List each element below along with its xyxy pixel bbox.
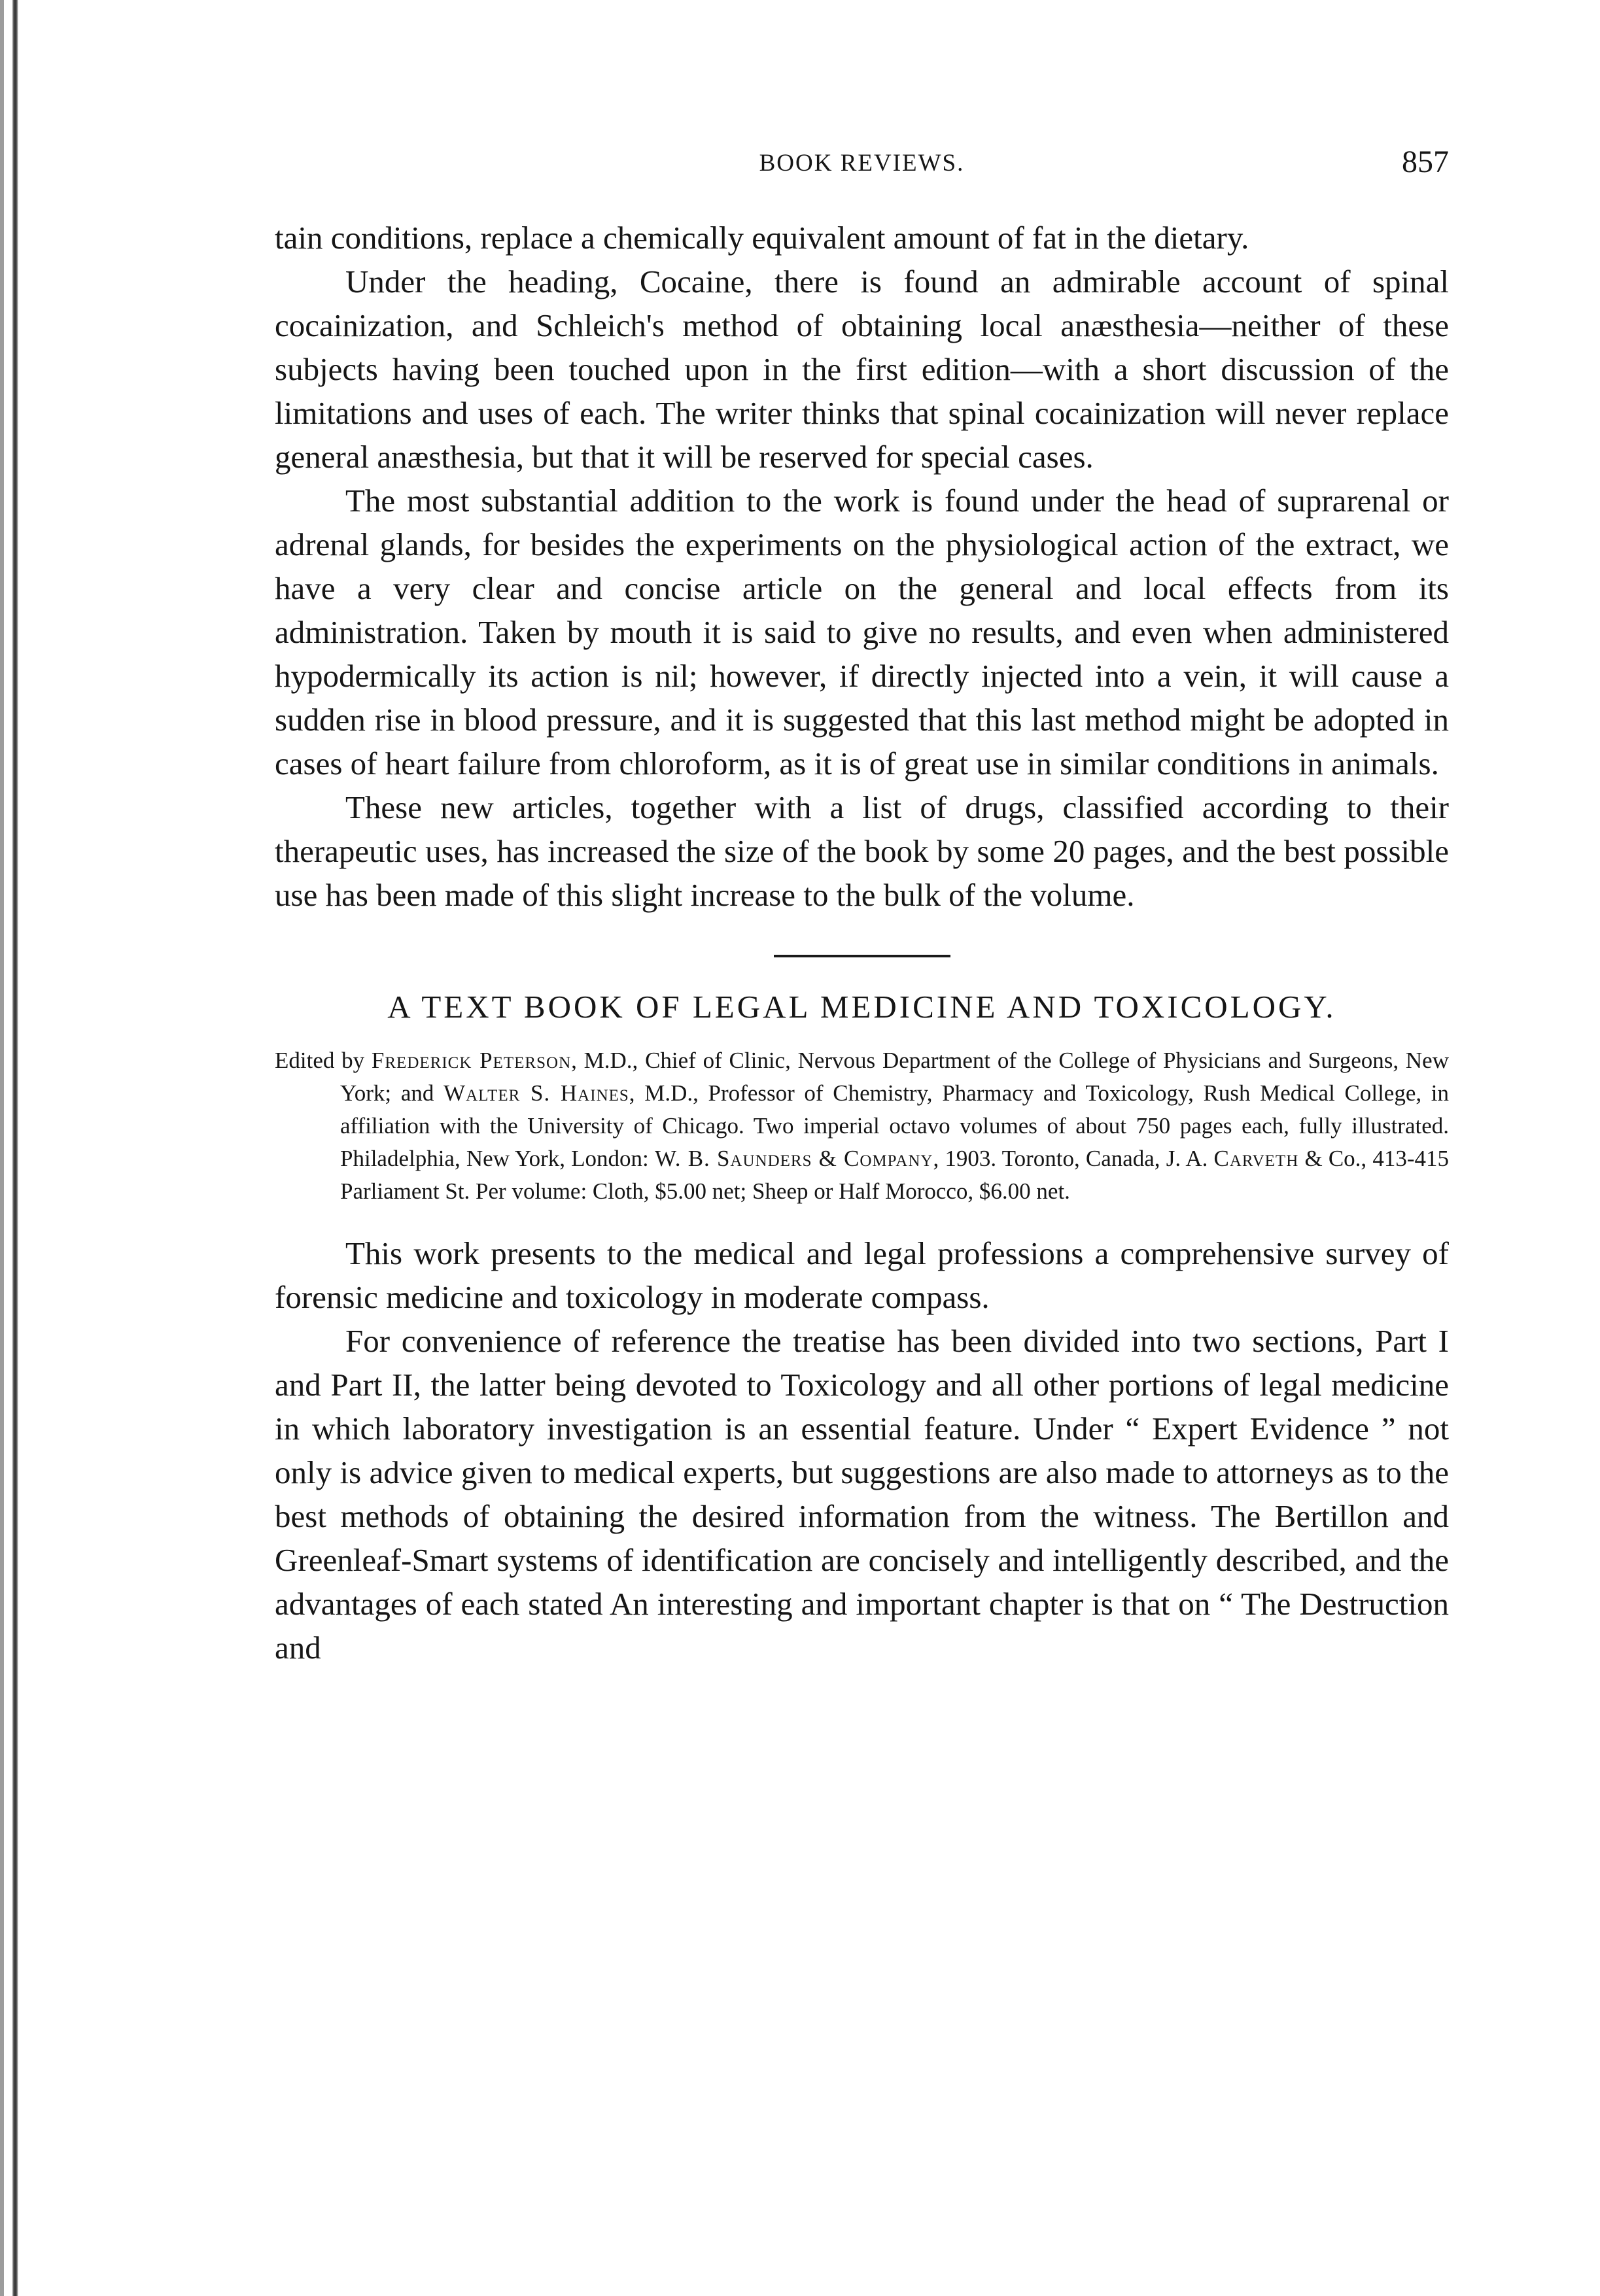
- paragraph-continued: tain conditions, replace a chemically equivalent amount of fat in the dietary.: [275, 220, 1249, 256]
- binding-edge: [12, 0, 18, 2296]
- page-number: 857: [1402, 145, 1449, 179]
- citation-price-details: & Co., 413-415 Parliament St. Per volume: Cloth, $5.00 net; Sheep or Half Morocco, $6.00 net.: [340, 1146, 1449, 1204]
- citation-publisher: W. B. Saunders & Company: [654, 1146, 933, 1171]
- page-header: [275, 145, 1449, 188]
- page-body: [275, 216, 1449, 1670]
- paragraph-convenience: For convenience of reference the treatise has been divided into two sections, Part I and Part II, the latter being devoted to Toxicology and all other portions of legal medicine in which laboratory investigation is an essential feature. Under “ Expert Evidence ” not only is advice given to medical experts, but suggestions are also made to attorneys as to the best methods of obtaining the desired information from the witness. The Bertillon and Greenleaf-Smart systems of identification are concisely and intelligently described, and the advantages of each stated An interesting and important chapter is that on “ The Destruction and: [275, 1323, 1449, 1666]
- citation-editor-2-details: , M.D., Professor of Chemistry, Pharmacy and Toxicology, Rush Medical College, in affiliation with the University of Chicago. Two imperial octavo volumes of about 750 pages each, fully illustrated. Philadelphia, New York, London:: [340, 1080, 1450, 1171]
- citation-distributor: Carveth: [1213, 1146, 1299, 1171]
- section-divider: [774, 955, 950, 957]
- review-title: A TEXT BOOK OF LEGAL MEDICINE AND TOXICOLOGY.: [387, 989, 1336, 1025]
- citation-editor-2: Walter S. Haines: [443, 1080, 629, 1106]
- book-citation: [275, 1044, 1449, 1208]
- paragraph-new-articles: These new articles, together with a list of drugs, classified according to their therapeutic uses, has increased the size of the book by some 20 pages, and the best possible use has been made of this slight increase to the bulk of the volume.: [275, 789, 1449, 913]
- paragraph-suprarenal: The most substantial addition to the work is found under the head of suprarenal or adrenal glands, for besides the experiments on the physiological action of the extract, we have a very clear and concise article on the general and local effects from its administration. Taken by mouth it is said to give no results, and even when administered hypodermically its action is nil; however, if directly injected into a vein, it will cause a sudden rise in blood pressure, and it is suggested that this last method might be adopted in cases of heart failure from chloroform, as it is of great use in similar conditions in animals.: [275, 483, 1449, 781]
- paragraph-cocaine: Under the heading, Cocaine, there is found an admirable account of spinal cocainization, and Schleich's method of obtaining local anæsthesia—neither of these subjects having been touched upon in the first edition—with a short discussion of the limitations and uses of each. The writer thinks that spinal cocainization will never replace general anæsthesia, but that it will be reserved for special cases.: [275, 264, 1449, 475]
- citation-edited-by: Edited by: [275, 1048, 365, 1073]
- citation-editor-1: Frederick Peterson: [371, 1048, 572, 1073]
- running-head: BOOK REVIEWS.: [759, 150, 965, 177]
- paragraph-work-presents: This work presents to the medical and legal professions a comprehensive survey of forensic medicine and toxicology in moderate compass.: [275, 1235, 1449, 1315]
- scan-edge: [0, 0, 4, 2296]
- citation-publisher-details: , 1903. Toronto, Canada, J. A.: [933, 1146, 1208, 1171]
- citation-editor-1-details: , M.D., Chief of Clinic, Nervous Department of the College of Physicians and Surgeons, New York; and: [340, 1048, 1449, 1106]
